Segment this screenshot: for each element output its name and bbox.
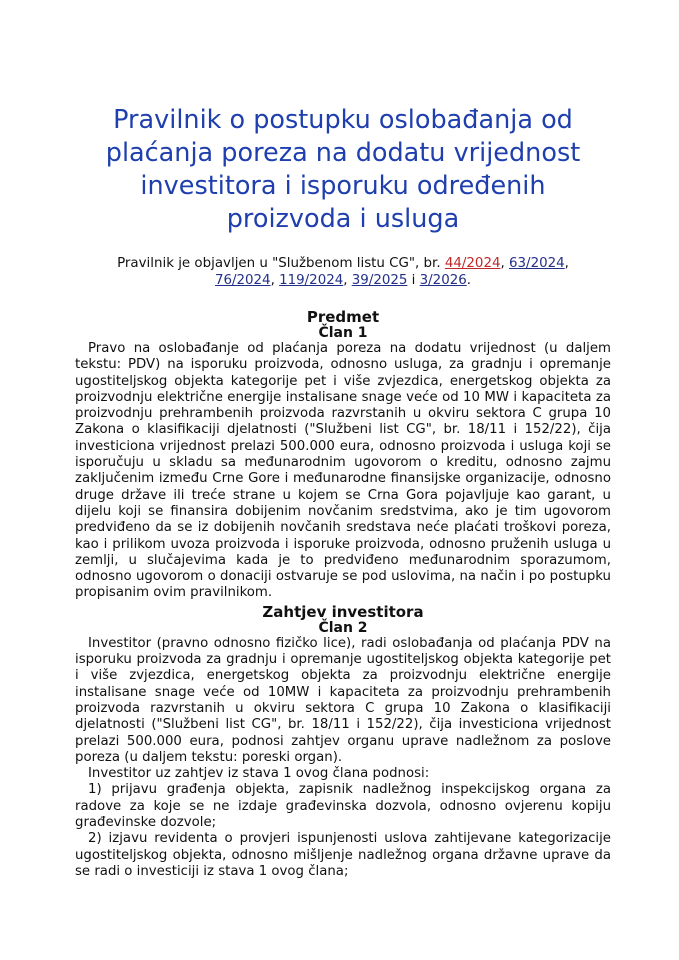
list-item: 2) izjavu revidenta o provjeri ispunjenosti uslova zahtijevane kategorizacije ugostiteljskog objekta, odnosno mišljenje nadležnog organa državne uprave da se radi o investiciji iz stava 1 ovog člana; <box>75 831 611 879</box>
issue-link[interactable]: 44/2024 <box>444 256 501 271</box>
list-item: 1) prijavu građenja objekta, zapisnik nadležnog inspekcijskog organa za radove za koje se ne izdaje građevinska dozvola, odnosno ovjerenu kopiju građevinske dozvole; <box>75 782 611 831</box>
section-predmet <box>75 309 611 602</box>
separator: , <box>270 273 280 288</box>
article-number: Član 2 <box>318 619 368 636</box>
section-zahtjev-investitora <box>75 604 611 880</box>
separator: , <box>343 273 352 288</box>
separator: . <box>466 273 472 288</box>
paragraph: Investitor (pravno odnosno fizičko lice), radi oslobađanja od plaćanja PDV na isporuku proizvoda za gradnju i opremanje ugostiteljskog objekta kategorije pet i više zvjezdica, energetskog objekta za proizvodnju električne energije instalisane snage veće od 10MW i kapaciteta za proizvodnju prehrambenih proizvoda razvrstanih u okviru sektora C grupa 10 Zakona o klasifikaciji djelatnosti ("Službeni list CG", br. 18/11 i 152/22), čija investiciona vrijednost prelazi 500.000 eura, podnosi zahtjev organu uprave nadležnom za poslove poreza (u daljem tekstu: poreski organ). <box>75 635 611 765</box>
issue-link[interactable]: 39/2025 <box>351 273 408 288</box>
section-heading: Predmet <box>306 308 380 326</box>
document <box>75 104 611 880</box>
paragraph: Investitor uz zahtjev iz stava 1 ovog člana podnosi: <box>88 766 430 782</box>
issue-link[interactable]: 63/2024 <box>509 256 565 271</box>
separator: i <box>407 273 420 288</box>
issue-link[interactable]: 76/2024 <box>214 273 271 288</box>
article-number: Član 1 <box>318 325 368 341</box>
document-title: Pravilnik o postupku oslobađanja od plaćanja poreza na dodatu vrijednost investitora i isporuku određenih proizvoda i usluga <box>105 105 581 234</box>
section-heading: Zahtjev investitora <box>262 602 424 621</box>
paragraph: Pravo na oslobađanje od plaćanja poreza na dodatu vrijednost (u daljem tekstu: PDV) na isporuku proizvoda, odnosno usluga, za gradnju i opremanje ugostiteljskog objekta kategorije pet i više zvjezdica, energetskog objekta za proizvodnju električne energije instalisane snage veće od 10 MW i kapaciteta za proizvodnju prehrambenih proizvoda razvrstanih u okviru sektora C grupa 10 Zakona o klasifikaciji djelatnosti ("Službeni list CG", br. 18/11 i 152/22), čija investiciona vrijednost prelazi 500.000 eura, odnosno proizvoda i usluga koji se isporučuju u skladu sa međunarodnim ugovorom o kreditu, odnosno zajmu zaključenim između Crne Gore i međunarodne finansijske organizacije, odnosno druge države ili treće strane u kojem se Crna Gora pojavljuje kao garant, u dijelu koji se finansira dobijenim novčanim sredstvima, ako je tim ugovorom predviđeno da se iz dobijenih novčanih sredstava neće plaćati troškovi poreza, kao i prilikom uvoza proizvoda i isporuke proizvoda, odnosno pruženih usluga u zemlji, u slučajevima kada je to predviđeno međunarodnim sporazumom, odnosno ugovorom o donaciji ostvaruje se pod uslovima, na način i po postupku propisanim ovim pravilnikom. <box>75 341 611 601</box>
separator: , <box>564 256 569 271</box>
publication-prefix: Pravilnik je objavljen u "Službenom listu CG", br. <box>117 256 445 271</box>
publication-info <box>75 255 611 289</box>
separator: , <box>500 256 510 271</box>
issue-link[interactable]: 3/2026 <box>419 273 467 288</box>
issue-link[interactable]: 119/2024 <box>279 273 344 288</box>
